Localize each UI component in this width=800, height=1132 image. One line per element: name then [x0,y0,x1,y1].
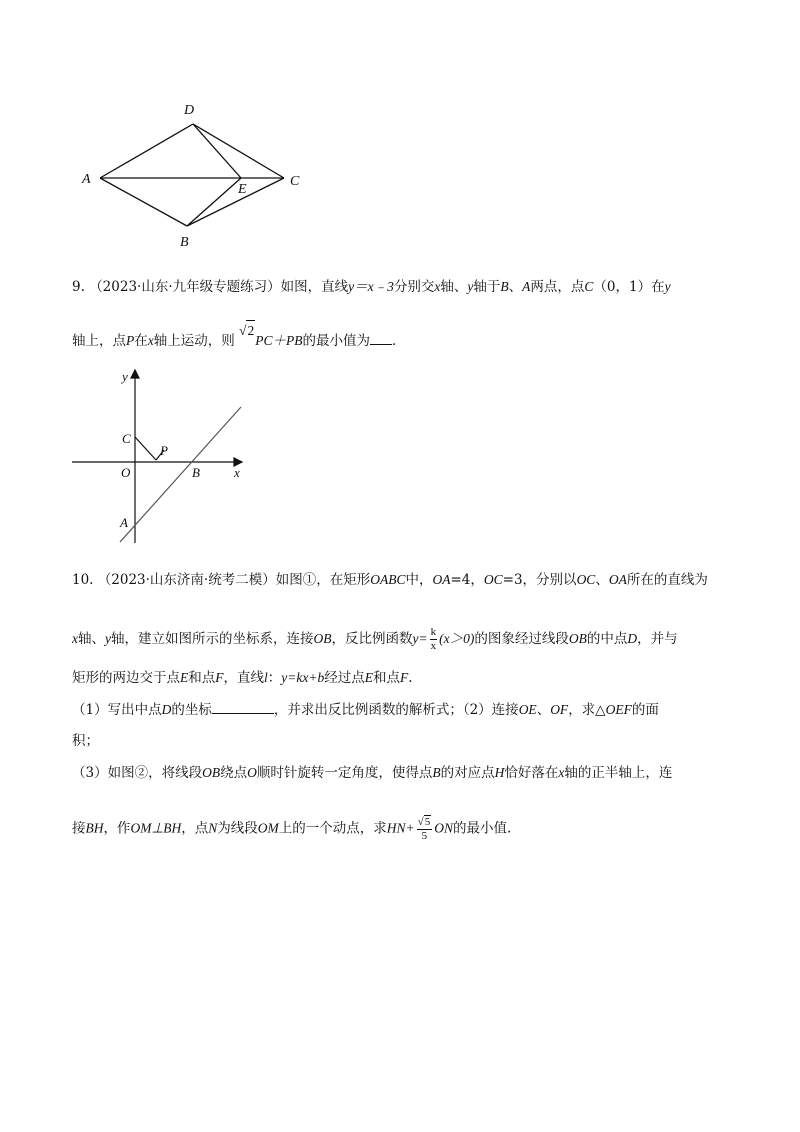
q10-text: （1）写出中点 [72,702,162,718]
q10-line-6 [72,763,672,783]
label-d: D [184,103,195,118]
segment-bc [187,178,284,226]
q10-var: y= [412,631,428,646]
q10-text: ： [267,670,282,686]
q10-var: OM [257,820,279,836]
q10-text: 经过点 [324,670,365,686]
q9-var: P [126,333,135,348]
q9-text: 两点，点 [530,279,585,295]
q10-text: 的中点 [586,631,628,647]
segment-be [187,178,241,226]
q9-text: 在 [134,333,148,349]
q10-text: 和点 [372,670,400,686]
q10-var: x [558,765,565,780]
q10-var: HN+ [386,820,415,836]
q9-line-2 [72,323,406,351]
y-axis-arrow [131,370,139,378]
q10-var: BH [85,820,104,836]
q9-text: 轴上，点 [72,333,126,349]
q10-line-2 [72,626,678,653]
label-p: P [160,443,168,458]
segment-ab [100,178,187,226]
q9-var: x [147,333,154,348]
segment-cp [135,437,156,460]
line-ab [120,407,241,542]
q10-var: (x＞0) [439,631,475,646]
segment-ad [100,124,193,178]
q10-text: ，作 [103,820,131,837]
q10-text: ，求△ [568,702,606,718]
q9-var: C [584,279,594,294]
q10-var: OA [432,572,451,587]
q10-var: x [72,631,78,646]
q10-text: 的对应点 [440,765,495,781]
q10-text: 如图①，在矩形 [275,572,371,588]
q10-text: . [408,670,413,686]
q9-text: 的最小值为 [302,333,370,349]
q10-var: OF [550,702,569,717]
q10-line-3 [72,668,413,688]
q9-text: 、 [508,279,523,295]
q9-number: 9. [72,279,85,295]
q10-source: （2023·山东济南·统考二模） [97,572,276,588]
q10-text: =3，分别以 [502,572,577,588]
q10-var: OE [518,702,537,717]
q10-var: OC [576,572,596,587]
q9-var: y [664,279,671,294]
q10-text: 恰好落在 [504,765,559,781]
q10-text: 绕点 [220,765,248,781]
q10-var: y [105,631,111,646]
q10-line-1 [72,570,708,590]
q10-var: OABC [370,572,406,587]
q10-text: =4， [450,572,484,588]
q10-var: OB [568,631,587,646]
label-o: O [121,465,131,480]
q10-var: D [161,702,172,717]
figure-quadrilateral [70,95,320,255]
q9-var: B [500,279,509,294]
label-b: B [192,465,200,480]
q10-text: ，并与 [637,631,678,647]
q10-var: H [494,765,505,780]
fraction-k-over-x: $\frac{k}{x}$ [430,626,437,652]
label-a: A [120,515,128,530]
q10-var: O [247,765,257,780]
sqrt-2: √2 [239,320,255,341]
label-b: B [180,235,189,250]
q9-source: （2023·山东·九年级专题练习） [89,279,281,295]
label-y: y [122,369,128,384]
label-e: E [238,182,247,197]
q10-var: B [432,765,441,780]
q10-text: 的面 [631,702,659,718]
q9-expression: PC＋PB [255,333,303,348]
q10-text: 和点 [188,670,216,686]
q10-text: 中， [405,572,433,588]
q9-equation: y＝x﹣3 [348,279,394,294]
q10-text: 的坐标 [171,702,212,718]
q10-var: ON [434,820,453,836]
q10-var: N [208,820,218,836]
segment-dc [193,124,284,178]
q9-var: x [434,279,441,294]
q10-line-5 [72,731,99,751]
q10-text: 所在的直线为 [626,572,708,588]
q10-text: 轴的正半轴上，连 [564,765,673,781]
q10-text: 轴，建立如图所示的坐标系，连接 [111,631,314,647]
q10-var: OB [202,765,221,780]
q9-text: 如图，直线 [280,279,349,295]
segment-de [193,124,241,178]
label-c: C [122,431,131,446]
q10-var: OEF [605,702,632,717]
q9-text: 轴上运动，则 [153,333,235,349]
q10-var: F [399,670,409,685]
label-c: C [290,174,300,189]
q10-text: 矩形的两边交于点 [72,670,180,686]
q10-text: 顺时针旋转一定角度，使得点 [256,765,433,781]
q10-text: 、 [595,572,609,588]
q10-var: E [364,670,373,685]
q10-text: 为线段 [217,820,258,837]
q9-var: y [467,279,474,294]
figure-coordinate-plane [68,365,258,550]
q10-text: （3）如图②，将线段 [72,765,203,781]
q10-var: E [180,670,189,685]
q10-text: 、 [536,702,551,718]
q9-text: （0，1）在 [593,279,665,295]
q9-text: ． [391,333,406,349]
q10-var: OC [483,572,503,587]
q10-text: 的图象经过线段 [474,631,569,647]
q10-line-4 [72,699,659,720]
q10-var: OA [608,572,627,587]
fraction-sqrt5-over-5: $\frac{√5}{5}$ [417,816,431,842]
label-x: x [234,465,240,480]
q10-text: ，直线 [223,670,264,686]
q10-text: ，点 [181,820,209,837]
q10-var: OM⊥BH [130,820,182,836]
q10-text: 积； [72,733,99,749]
q9-var: A [522,279,531,294]
q10-text: . [506,820,512,837]
q10-text: ，反比例函数 [331,631,413,647]
q10-var: OB [313,631,332,646]
q10-text: 的最小值 [452,820,507,837]
q9-line-1 [72,277,671,297]
q10-var: F [215,670,224,685]
q10-line-7 [72,815,511,843]
q10-text: 接 [72,820,86,837]
q9-text: 轴于 [473,279,501,295]
label-a: A [82,172,91,187]
q10-var: D [627,631,638,646]
q10-text: 上的一个动点，求 [278,820,387,837]
q10-var: y=kx+b [281,670,325,685]
q10-text: ，并求出反比例函数的解析式；（2）连接 [273,702,519,718]
answer-blank[interactable] [212,699,274,714]
q9-text: 轴、 [440,279,468,295]
answer-blank[interactable] [370,330,392,345]
q10-number: 10. [72,572,94,588]
q10-text: 轴、 [78,631,105,647]
q9-text: 分别交 [393,279,435,295]
q10-var: l [264,670,268,685]
